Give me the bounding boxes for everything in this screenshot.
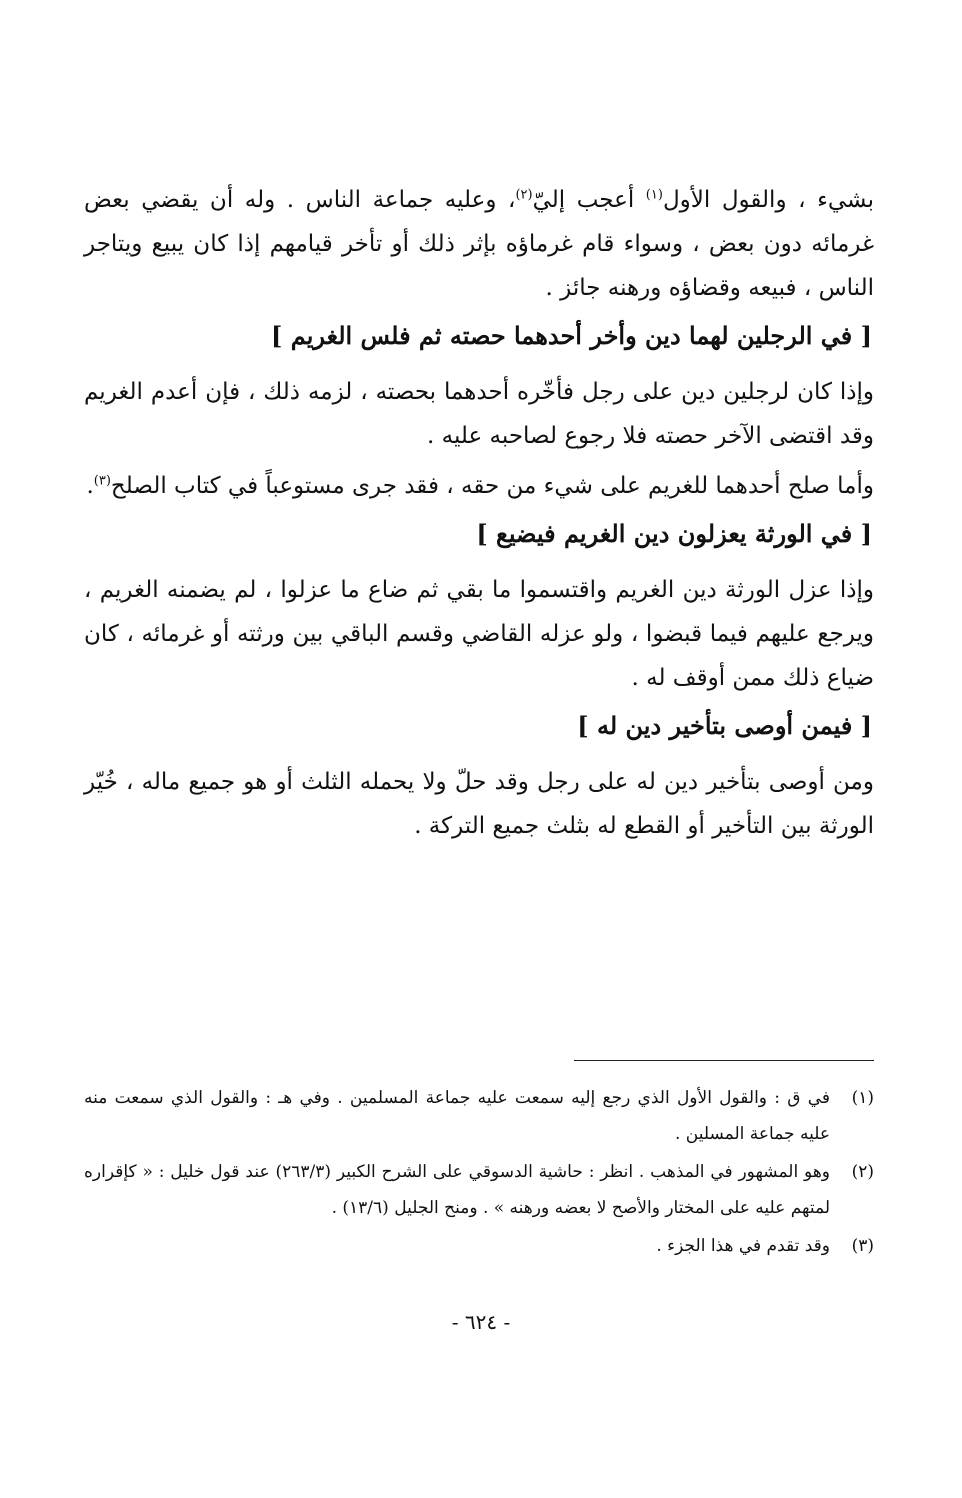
footnote-number: (١) bbox=[851, 1088, 874, 1108]
section-heading-2: [ في الورثة يعزلون دين الغريم فيضيع ] bbox=[476, 519, 872, 548]
footnote-ref-2: (٢) bbox=[515, 187, 533, 203]
paragraph-2: وإذا كان لرجلين دين على رجل فأخّره أحدهما بحصته ، لزمه ذلك ، فإن أعدم الغريم وقد اقتضى الآخر حصته فلا رجوع لصاحبه عليه . bbox=[84, 379, 874, 449]
paragraph-3-text: وأما صلح أحدهما للغريم على شيء من حقه ، فقد جرى مستوعباً في كتاب الصلح bbox=[110, 473, 874, 499]
paragraph-5: ومن أوصى بتأخير دين له على رجل وقد حلّ ولا يحمله الثلث أو هو جميع ماله ، خُيّر الورثة بين التأخير أو القطع له بثلث جميع التركة . bbox=[84, 769, 874, 839]
footnote-number: (٣) bbox=[851, 1236, 874, 1256]
footnote-2 bbox=[84, 1154, 874, 1226]
paragraph-4: وإذا عزل الورثة دين الغريم واقتسموا ما بقي ثم ضاع ما عزلوا ، لم يضمنه الغريم ، ويرجع عليهم فيما قبضوا ، ولو عزله القاضي وقسم الباقي بين ورثته أو غرمائه ، كان ضياع ذلك ممن أوقف له . bbox=[84, 577, 874, 691]
footnote-ref-1: (١) bbox=[645, 187, 663, 203]
paragraph-3 bbox=[84, 464, 874, 508]
section-heading-3: [ فيمن أوصى بتأخير دين له ] bbox=[577, 711, 872, 740]
footnote-1 bbox=[84, 1080, 874, 1152]
paragraph-1-mid: أعجب إليّ bbox=[532, 187, 646, 213]
paragraph-1 bbox=[84, 178, 874, 310]
footnote-number: (٢) bbox=[851, 1162, 874, 1182]
paragraph-3-end: . bbox=[86, 473, 94, 499]
page-body bbox=[84, 178, 874, 854]
footnotes bbox=[84, 1080, 874, 1266]
section-heading-1: [ في الرجلين لهما دين وأخر أحدهما حصته ثم فلس الغريم ] bbox=[271, 321, 872, 350]
page-number: - ٦٢٤ - bbox=[451, 1310, 511, 1334]
paragraph-1-start: بشيء ، والقول الأول bbox=[662, 187, 874, 213]
footnote-text: وهو المشهور في المذهب . انظر : حاشية الدسوقي على الشرح الكبير (٢٦٣/٣) عند قول خليل : « كإقراره لمتهم عليه على المختار والأصح لا بعضه ورهنه » . ومنح الجليل (١٣/٦) . bbox=[84, 1162, 830, 1218]
footnote-text: وقد تقدم في هذا الجزء . bbox=[656, 1236, 830, 1256]
paragraph-1-end: ، وعليه جماعة الناس . وله أن يقضي بعض غرمائه دون بعض ، وسواء قام غرماؤه بإثر ذلك أو تأخر قيامهم إذا كان يبيع ويتاجر الناس ، فبيعه وقضاؤه ورهنه جائز . bbox=[84, 187, 874, 301]
footnote-separator bbox=[574, 1060, 874, 1061]
footnote-text: في ق : والقول الأول الذي رجع إليه سمعت عليه جماعة المسلمين . وفي هـ : والقول الذي سمعت منه عليه جماعة المسلين . bbox=[84, 1088, 830, 1144]
footnote-ref-3: (٣) bbox=[93, 473, 111, 489]
footnote-3 bbox=[84, 1228, 874, 1264]
